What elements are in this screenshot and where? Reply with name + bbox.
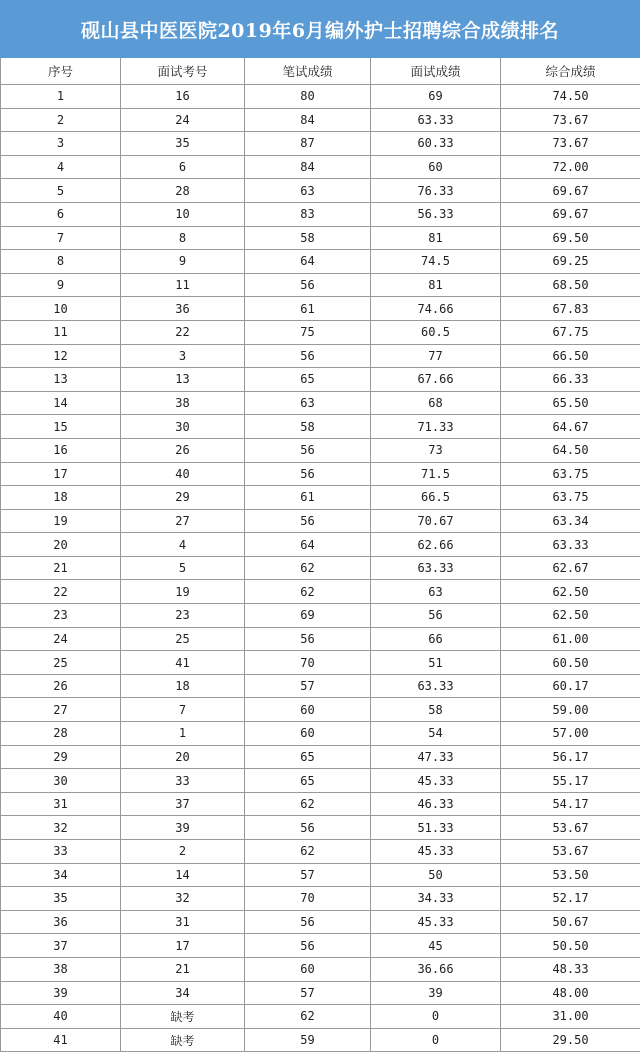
interview-score-cell: 34.33 xyxy=(371,887,501,911)
rank-cell: 19 xyxy=(1,509,121,533)
rank-cell: 6 xyxy=(1,202,121,226)
table-row xyxy=(1,250,640,274)
rank-cell: 23 xyxy=(1,604,121,628)
rank-cell: 41 xyxy=(1,1028,121,1052)
table-row xyxy=(1,320,640,344)
interview-score-cell: 71.33 xyxy=(371,415,501,439)
header-interview-score: 面试成绩 xyxy=(371,58,501,85)
table-row xyxy=(1,698,640,722)
header-row xyxy=(1,58,640,85)
interview-score-cell: 39 xyxy=(371,981,501,1005)
written-score-cell: 62 xyxy=(245,1005,371,1029)
written-score-cell: 56 xyxy=(245,910,371,934)
written-score-cell: 56 xyxy=(245,509,371,533)
rank-cell: 35 xyxy=(1,887,121,911)
written-score-cell: 57 xyxy=(245,863,371,887)
interview-score-cell: 63.33 xyxy=(371,674,501,698)
interview-score-cell: 54 xyxy=(371,722,501,746)
interview-number-cell: 29 xyxy=(121,486,245,510)
written-score-cell: 87 xyxy=(245,132,371,156)
written-score-cell: 56 xyxy=(245,462,371,486)
interview-number-cell: 39 xyxy=(121,816,245,840)
interview-score-cell: 0 xyxy=(371,1005,501,1029)
interview-number-cell: 8 xyxy=(121,226,245,250)
interview-number-cell: 20 xyxy=(121,745,245,769)
interview-number-cell: 1 xyxy=(121,722,245,746)
rank-cell: 5 xyxy=(1,179,121,203)
interview-score-cell: 46.33 xyxy=(371,792,501,816)
table-row xyxy=(1,934,640,958)
total-score-cell: 66.50 xyxy=(501,344,640,368)
rank-cell: 2 xyxy=(1,108,121,132)
total-score-cell: 63.75 xyxy=(501,486,640,510)
interview-number-cell: 16 xyxy=(121,85,245,109)
rank-cell: 38 xyxy=(1,957,121,981)
header-interview-number: 面试考号 xyxy=(121,58,245,85)
rank-cell: 22 xyxy=(1,580,121,604)
table-row xyxy=(1,108,640,132)
rank-cell: 27 xyxy=(1,698,121,722)
written-score-cell: 56 xyxy=(245,344,371,368)
table-row xyxy=(1,1005,640,1029)
rank-cell: 24 xyxy=(1,627,121,651)
table-row xyxy=(1,344,640,368)
total-score-cell: 55.17 xyxy=(501,769,640,793)
written-score-cell: 59 xyxy=(245,1028,371,1052)
total-score-cell: 67.75 xyxy=(501,320,640,344)
interview-score-cell: 67.66 xyxy=(371,368,501,392)
interview-score-cell: 58 xyxy=(371,698,501,722)
table-row xyxy=(1,368,640,392)
total-score-cell: 67.83 xyxy=(501,297,640,321)
rank-cell: 32 xyxy=(1,816,121,840)
interview-number-cell: 4 xyxy=(121,533,245,557)
interview-number-cell: 2 xyxy=(121,840,245,864)
interview-number-cell: 23 xyxy=(121,604,245,628)
interview-number-cell: 21 xyxy=(121,957,245,981)
table-row xyxy=(1,957,640,981)
written-score-cell: 56 xyxy=(245,273,371,297)
table-row xyxy=(1,415,640,439)
interview-number-cell: 25 xyxy=(121,627,245,651)
rank-cell: 16 xyxy=(1,438,121,462)
written-score-cell: 75 xyxy=(245,320,371,344)
total-score-cell: 69.67 xyxy=(501,202,640,226)
rank-cell: 12 xyxy=(1,344,121,368)
interview-number-cell: 24 xyxy=(121,108,245,132)
interview-score-cell: 73 xyxy=(371,438,501,462)
total-score-cell: 61.00 xyxy=(501,627,640,651)
interview-score-cell: 74.66 xyxy=(371,297,501,321)
rank-cell: 1 xyxy=(1,85,121,109)
rank-cell: 17 xyxy=(1,462,121,486)
interview-score-cell: 45 xyxy=(371,934,501,958)
table-body xyxy=(1,85,640,1052)
total-score-cell: 63.34 xyxy=(501,509,640,533)
table-row xyxy=(1,580,640,604)
table-row xyxy=(1,863,640,887)
written-score-cell: 63 xyxy=(245,391,371,415)
written-score-cell: 56 xyxy=(245,438,371,462)
table-row xyxy=(1,202,640,226)
table-row xyxy=(1,816,640,840)
table-row xyxy=(1,840,640,864)
total-score-cell: 69.25 xyxy=(501,250,640,274)
table-row xyxy=(1,722,640,746)
written-score-cell: 65 xyxy=(245,745,371,769)
table-row xyxy=(1,627,640,651)
interview-number-cell: 36 xyxy=(121,297,245,321)
table-row xyxy=(1,981,640,1005)
interview-number-cell: 35 xyxy=(121,132,245,156)
rank-cell: 31 xyxy=(1,792,121,816)
table-row xyxy=(1,486,640,510)
written-score-cell: 60 xyxy=(245,722,371,746)
rank-cell: 29 xyxy=(1,745,121,769)
rank-cell: 10 xyxy=(1,297,121,321)
interview-number-cell: 34 xyxy=(121,981,245,1005)
written-score-cell: 83 xyxy=(245,202,371,226)
total-score-cell: 48.00 xyxy=(501,981,640,1005)
written-score-cell: 80 xyxy=(245,85,371,109)
total-score-cell: 56.17 xyxy=(501,745,640,769)
interview-score-cell: 51 xyxy=(371,651,501,675)
table-row xyxy=(1,85,640,109)
total-score-cell: 60.50 xyxy=(501,651,640,675)
interview-score-cell: 60 xyxy=(371,155,501,179)
interview-score-cell: 63 xyxy=(371,580,501,604)
rank-cell: 21 xyxy=(1,556,121,580)
interview-score-cell: 45.33 xyxy=(371,840,501,864)
rank-cell: 33 xyxy=(1,840,121,864)
table-row xyxy=(1,462,640,486)
interview-score-cell: 66.5 xyxy=(371,486,501,510)
total-score-cell: 53.67 xyxy=(501,840,640,864)
interview-number-cell: 6 xyxy=(121,155,245,179)
total-score-cell: 66.33 xyxy=(501,368,640,392)
total-score-cell: 68.50 xyxy=(501,273,640,297)
rank-cell: 18 xyxy=(1,486,121,510)
rank-cell: 40 xyxy=(1,1005,121,1029)
interview-number-cell: 22 xyxy=(121,320,245,344)
interview-score-cell: 36.66 xyxy=(371,957,501,981)
rank-cell: 13 xyxy=(1,368,121,392)
header-total-score: 综合成绩 xyxy=(501,58,640,85)
total-score-cell: 65.50 xyxy=(501,391,640,415)
interview-number-cell: 缺考 xyxy=(121,1028,245,1052)
table-row xyxy=(1,297,640,321)
written-score-cell: 65 xyxy=(245,769,371,793)
interview-number-cell: 31 xyxy=(121,910,245,934)
written-score-cell: 61 xyxy=(245,486,371,510)
table-row xyxy=(1,179,640,203)
table-row xyxy=(1,509,640,533)
interview-score-cell: 63.33 xyxy=(371,556,501,580)
interview-number-cell: 40 xyxy=(121,462,245,486)
written-score-cell: 64 xyxy=(245,250,371,274)
interview-score-cell: 50 xyxy=(371,863,501,887)
rank-cell: 8 xyxy=(1,250,121,274)
results-table xyxy=(0,58,640,1052)
written-score-cell: 63 xyxy=(245,179,371,203)
table-row xyxy=(1,438,640,462)
rank-cell: 28 xyxy=(1,722,121,746)
table-row xyxy=(1,604,640,628)
interview-number-cell: 33 xyxy=(121,769,245,793)
written-score-cell: 69 xyxy=(245,604,371,628)
written-score-cell: 62 xyxy=(245,792,371,816)
total-score-cell: 69.67 xyxy=(501,179,640,203)
written-score-cell: 84 xyxy=(245,108,371,132)
table-header xyxy=(1,58,640,85)
written-score-cell: 62 xyxy=(245,840,371,864)
table-row xyxy=(1,792,640,816)
total-score-cell: 62.67 xyxy=(501,556,640,580)
rank-cell: 36 xyxy=(1,910,121,934)
interview-score-cell: 81 xyxy=(371,273,501,297)
table-row xyxy=(1,745,640,769)
total-score-cell: 63.33 xyxy=(501,533,640,557)
rank-cell: 25 xyxy=(1,651,121,675)
total-score-cell: 62.50 xyxy=(501,580,640,604)
interview-score-cell: 63.33 xyxy=(371,108,501,132)
total-score-cell: 59.00 xyxy=(501,698,640,722)
interview-number-cell: 缺考 xyxy=(121,1005,245,1029)
header-written-score: 笔试成绩 xyxy=(245,58,371,85)
total-score-cell: 64.50 xyxy=(501,438,640,462)
total-score-cell: 73.67 xyxy=(501,132,640,156)
interview-score-cell: 66 xyxy=(371,627,501,651)
interview-number-cell: 32 xyxy=(121,887,245,911)
table-row xyxy=(1,533,640,557)
total-score-cell: 48.33 xyxy=(501,957,640,981)
rank-cell: 4 xyxy=(1,155,121,179)
interview-number-cell: 10 xyxy=(121,202,245,226)
interview-number-cell: 3 xyxy=(121,344,245,368)
rank-cell: 15 xyxy=(1,415,121,439)
written-score-cell: 61 xyxy=(245,297,371,321)
total-score-cell: 74.50 xyxy=(501,85,640,109)
interview-number-cell: 27 xyxy=(121,509,245,533)
rank-cell: 11 xyxy=(1,320,121,344)
interview-number-cell: 41 xyxy=(121,651,245,675)
table-row xyxy=(1,132,640,156)
interview-number-cell: 14 xyxy=(121,863,245,887)
total-score-cell: 60.17 xyxy=(501,674,640,698)
interview-number-cell: 28 xyxy=(121,179,245,203)
interview-score-cell: 51.33 xyxy=(371,816,501,840)
interview-score-cell: 60.5 xyxy=(371,320,501,344)
table-row xyxy=(1,226,640,250)
written-score-cell: 56 xyxy=(245,934,371,958)
total-score-cell: 63.75 xyxy=(501,462,640,486)
table-row xyxy=(1,910,640,934)
total-score-cell: 29.50 xyxy=(501,1028,640,1052)
interview-number-cell: 19 xyxy=(121,580,245,604)
written-score-cell: 58 xyxy=(245,226,371,250)
rank-cell: 37 xyxy=(1,934,121,958)
total-score-cell: 72.00 xyxy=(501,155,640,179)
rank-cell: 9 xyxy=(1,273,121,297)
interview-number-cell: 9 xyxy=(121,250,245,274)
interview-score-cell: 60.33 xyxy=(371,132,501,156)
total-score-cell: 50.67 xyxy=(501,910,640,934)
rank-cell: 26 xyxy=(1,674,121,698)
interview-score-cell: 77 xyxy=(371,344,501,368)
table-row xyxy=(1,273,640,297)
interview-number-cell: 30 xyxy=(121,415,245,439)
interview-number-cell: 5 xyxy=(121,556,245,580)
total-score-cell: 31.00 xyxy=(501,1005,640,1029)
table-row xyxy=(1,391,640,415)
total-score-cell: 54.17 xyxy=(501,792,640,816)
rank-cell: 34 xyxy=(1,863,121,887)
written-score-cell: 65 xyxy=(245,368,371,392)
written-score-cell: 84 xyxy=(245,155,371,179)
rank-cell: 7 xyxy=(1,226,121,250)
written-score-cell: 62 xyxy=(245,580,371,604)
total-score-cell: 62.50 xyxy=(501,604,640,628)
interview-score-cell: 74.5 xyxy=(371,250,501,274)
table-row xyxy=(1,887,640,911)
interview-number-cell: 13 xyxy=(121,368,245,392)
interview-score-cell: 69 xyxy=(371,85,501,109)
written-score-cell: 60 xyxy=(245,698,371,722)
interview-number-cell: 26 xyxy=(121,438,245,462)
interview-score-cell: 0 xyxy=(371,1028,501,1052)
page-title: 砚山县中医医院2019年6月编外护士招聘综合成绩排名 xyxy=(0,0,640,58)
table-row xyxy=(1,155,640,179)
rank-cell: 20 xyxy=(1,533,121,557)
table-row xyxy=(1,556,640,580)
interview-score-cell: 76.33 xyxy=(371,179,501,203)
interview-number-cell: 38 xyxy=(121,391,245,415)
total-score-cell: 64.67 xyxy=(501,415,640,439)
total-score-cell: 53.67 xyxy=(501,816,640,840)
interview-score-cell: 68 xyxy=(371,391,501,415)
total-score-cell: 50.50 xyxy=(501,934,640,958)
table-row xyxy=(1,769,640,793)
interview-score-cell: 56.33 xyxy=(371,202,501,226)
total-score-cell: 52.17 xyxy=(501,887,640,911)
written-score-cell: 70 xyxy=(245,651,371,675)
interview-score-cell: 71.5 xyxy=(371,462,501,486)
interview-score-cell: 47.33 xyxy=(371,745,501,769)
total-score-cell: 73.67 xyxy=(501,108,640,132)
written-score-cell: 57 xyxy=(245,981,371,1005)
written-score-cell: 58 xyxy=(245,415,371,439)
interview-score-cell: 56 xyxy=(371,604,501,628)
written-score-cell: 56 xyxy=(245,627,371,651)
rank-cell: 30 xyxy=(1,769,121,793)
rank-cell: 3 xyxy=(1,132,121,156)
written-score-cell: 62 xyxy=(245,556,371,580)
table-row xyxy=(1,1028,640,1052)
rank-cell: 39 xyxy=(1,981,121,1005)
interview-score-cell: 70.67 xyxy=(371,509,501,533)
written-score-cell: 57 xyxy=(245,674,371,698)
interview-number-cell: 18 xyxy=(121,674,245,698)
interview-number-cell: 17 xyxy=(121,934,245,958)
table-row xyxy=(1,674,640,698)
written-score-cell: 64 xyxy=(245,533,371,557)
rank-cell: 14 xyxy=(1,391,121,415)
written-score-cell: 56 xyxy=(245,816,371,840)
interview-score-cell: 45.33 xyxy=(371,769,501,793)
written-score-cell: 60 xyxy=(245,957,371,981)
total-score-cell: 57.00 xyxy=(501,722,640,746)
interview-score-cell: 62.66 xyxy=(371,533,501,557)
header-rank: 序号 xyxy=(1,58,121,85)
written-score-cell: 70 xyxy=(245,887,371,911)
interview-score-cell: 81 xyxy=(371,226,501,250)
interview-number-cell: 37 xyxy=(121,792,245,816)
total-score-cell: 69.50 xyxy=(501,226,640,250)
interview-number-cell: 7 xyxy=(121,698,245,722)
interview-number-cell: 11 xyxy=(121,273,245,297)
interview-score-cell: 45.33 xyxy=(371,910,501,934)
total-score-cell: 53.50 xyxy=(501,863,640,887)
table-row xyxy=(1,651,640,675)
